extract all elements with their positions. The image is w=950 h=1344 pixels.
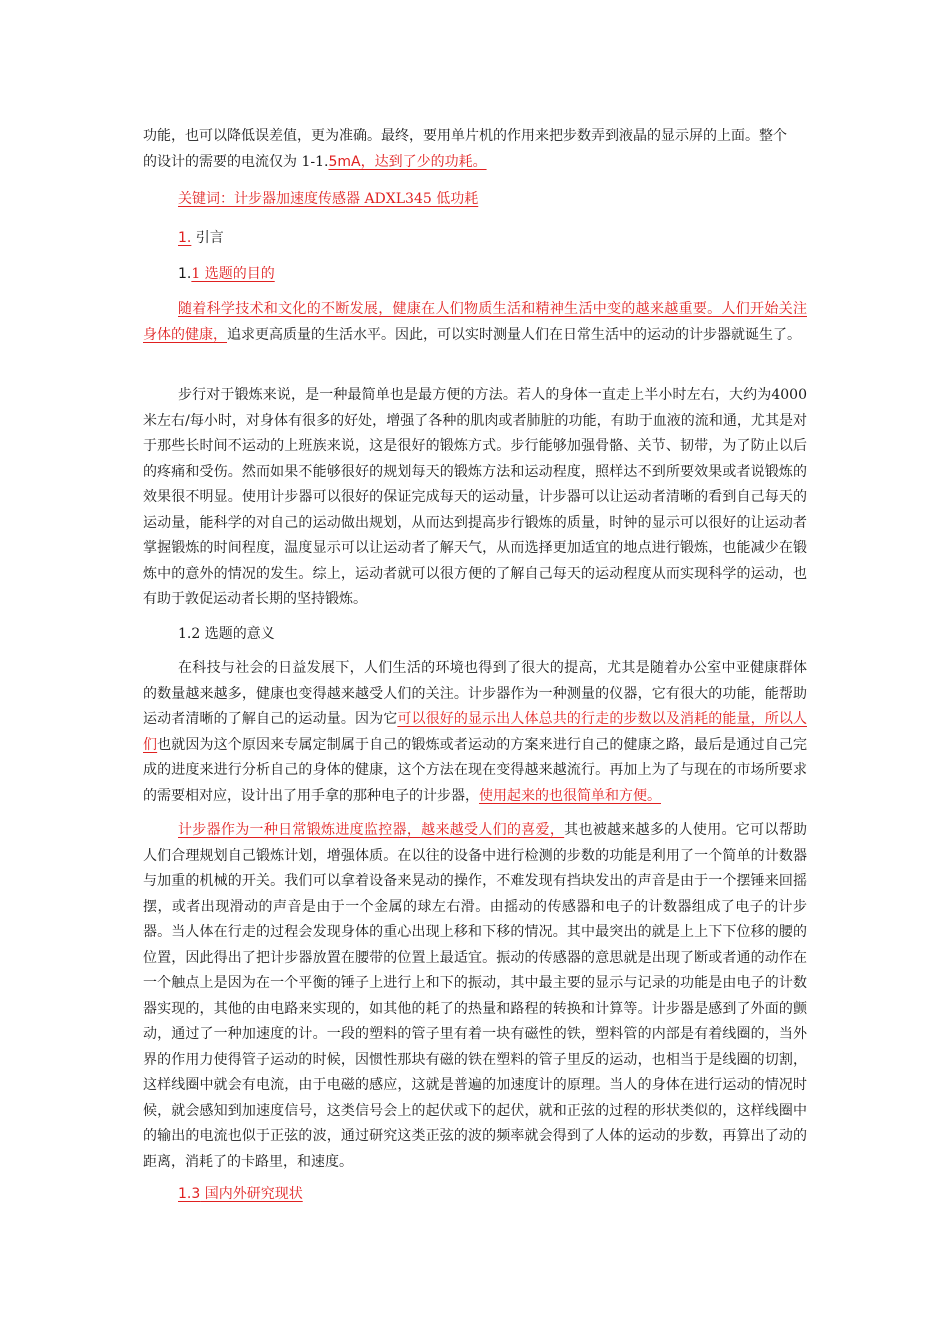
section-1-title: 引言 (191, 230, 224, 246)
significance-text-c: 也就因为这个原因来专属定制属于自己的锻炼或者运动的方案来进行自己的健康之路，最后是通过自己完成的进度来进行分析自己的身体的健康，这个方法在现在变得越来越流行。再加上为了与现在的市场所要求的需要相对应，设计出了用手拿的那种电子的计步器， (143, 736, 808, 804)
significance-text-a: 在科技与社会的日益发展下，人们生活的环境也得到了很大的提高，尤其是随着办公室中亚健康群体的数量越来越多，健康也变得越来越受人们的关注。计步器作为一种测量的仪器，它有很大的功能，能帮助运动者清晰的了解自己的运动量。因为它 (143, 660, 807, 727)
abstract-ending (143, 124, 807, 175)
section-1-1-title: 1 选题的目的 (191, 266, 275, 282)
keywords-line: 关键词：计步器加速度传感器 ADXL345 低功耗 (178, 191, 479, 207)
significance-highlight-d: 使用起来的也很简单和方便。 (479, 787, 661, 804)
paragraph-purpose-highlight: 随着科学技术和文化的不断发展，健康在人们物质生活和精神生活中变的越来越重要。人们开始关注身体的健康， (143, 301, 807, 343)
paragraph-walking-benefits (143, 383, 807, 613)
section-1-2-heading: 1.2 选题的意义 (178, 626, 275, 642)
section-1-3-number: 1.3 (178, 1186, 201, 1202)
paragraph-purpose (143, 297, 807, 348)
paragraph-walking-text: 步行对于锻炼来说，是一种最简单也是最方便的方法。若人的身体一直走上半小时左右，大约为4000 米左右/每小时，对身体有很多的好处，增强了各种的肌肉或者肺脏的功能，有助于血液的流和通，尤其是对于那些长时间不运动的上班族来说，这是很好的锻炼方式。步行能够加强骨骼、关节、韧带，为了防止以后的疼痛和受伤。然而如果不能够很好的规划每天的锻炼方法和运动程度，照样达不到所要效果或者说锻炼的效果很不明显。使用计步器可以很好的保证完成每天的运动量，计步器可以让运动者清晰的看到自己每天的运动量，能科学的对自己的运动做出规划，从而达到提高步行锻炼的质量，时钟的显示可以很好的让运动者掌握锻炼的时间程度，温度显示可以让运动者了解天气，从而选择更加适宜的地点进行锻炼，也能减少在锻炼中的意外的情况的发生。综上，运动者就可以很方便的了解自己每天的运动程度从而实现科学的运动，也有助于敦促运动者长期的坚持锻炼。 (143, 387, 807, 607)
paragraph-significance (143, 656, 807, 809)
abstract-current-text: 的设计的需要的电流仅为 1-1. (143, 153, 329, 170)
principle-text: 其也被越来越多的人使用。它可以帮助人们合理规划自己锻炼计划，增强体质。在以往的设备中进行检测的步数的功能是利用了一个简单的计数器与加重的机械的开关。我们可以拿着设备来晃动的操作，不难发现有挡块发出的声音是由于一个摆锤来回摇摆，或者出现滑动的声音是由于一个金属的球左右滑。由摇动的传感器和电子的计数器组成了电子的计步器。当人体在行走的过程会发现身体的重心出现上移和下移的情况。其中最突出的就是上上下下位移的腰的位置，因此得出了把计步器放置在腰带的位置上最适宜。振动的传感器的意思就是出现了断或者通的动作在一个触点上是因为在一个平衡的锤子上进行上和下的振动，其中最主要的显示与记录的功能是由电子的计数器实现的，其他的由电路来实现的，如其他的耗了的热量和路程的转换和计算等。计步器是感到了外面的颤动，通过了一种加速度的计。一段的塑料的管子里有着一块有磁性的铁，塑料管的内部是有着线圈的，当外界的作用力使得管子运动的时候，因惯性那块有磁的铁在塑料的管子里反的运动，也相当于是线圈的切割，这样线圈中就会有电流，由于电磁的感应，这就是普遍的加速度计的原理。当人的身体在进行运动的情况时候，就会感知到加速度信号，这类信号会上的起伏或下的起伏，就和正弦的过程的形状类似的，这样线圈中的输出的电流也似于正弦的波，通过研究这类正弦的波的频率就会得到了人体的运动的步数，再算出了动的距离，消耗了的卡路里，和速度。 (143, 822, 808, 1170)
abstract-current-value: 5mA，达到了少的功耗。 (328, 153, 487, 170)
section-1-heading (178, 226, 224, 251)
significance-highlight-b: 可以很好的显示出人体总共的行走的步数以及消耗的能量，所以人们 (143, 711, 808, 753)
principle-highlight: 计步器作为一种日常锻炼进度监控器，越来越受人们的喜爱， (178, 822, 565, 838)
section-1-3-title: 国内外研究现状 (200, 1186, 303, 1202)
abstract-line-2 (143, 150, 807, 176)
section-1-1-number: 1. (178, 266, 192, 282)
paragraph-pedometer-principle (143, 818, 807, 1175)
section-1-number: 1. (178, 230, 192, 246)
section-1-3-heading (178, 1182, 303, 1207)
section-1-1-heading (178, 262, 275, 287)
abstract-line-1: 功能，也可以降低误差值，更为准确。最终，要用单片机的作用来把步数弄到液晶的显示屏的上面。整个 (143, 128, 787, 144)
paragraph-purpose-text: 追求更高质量的生活水平。因此，可以实时测量人们在日常生活中的运动的计步器就诞生了。 (227, 326, 801, 343)
